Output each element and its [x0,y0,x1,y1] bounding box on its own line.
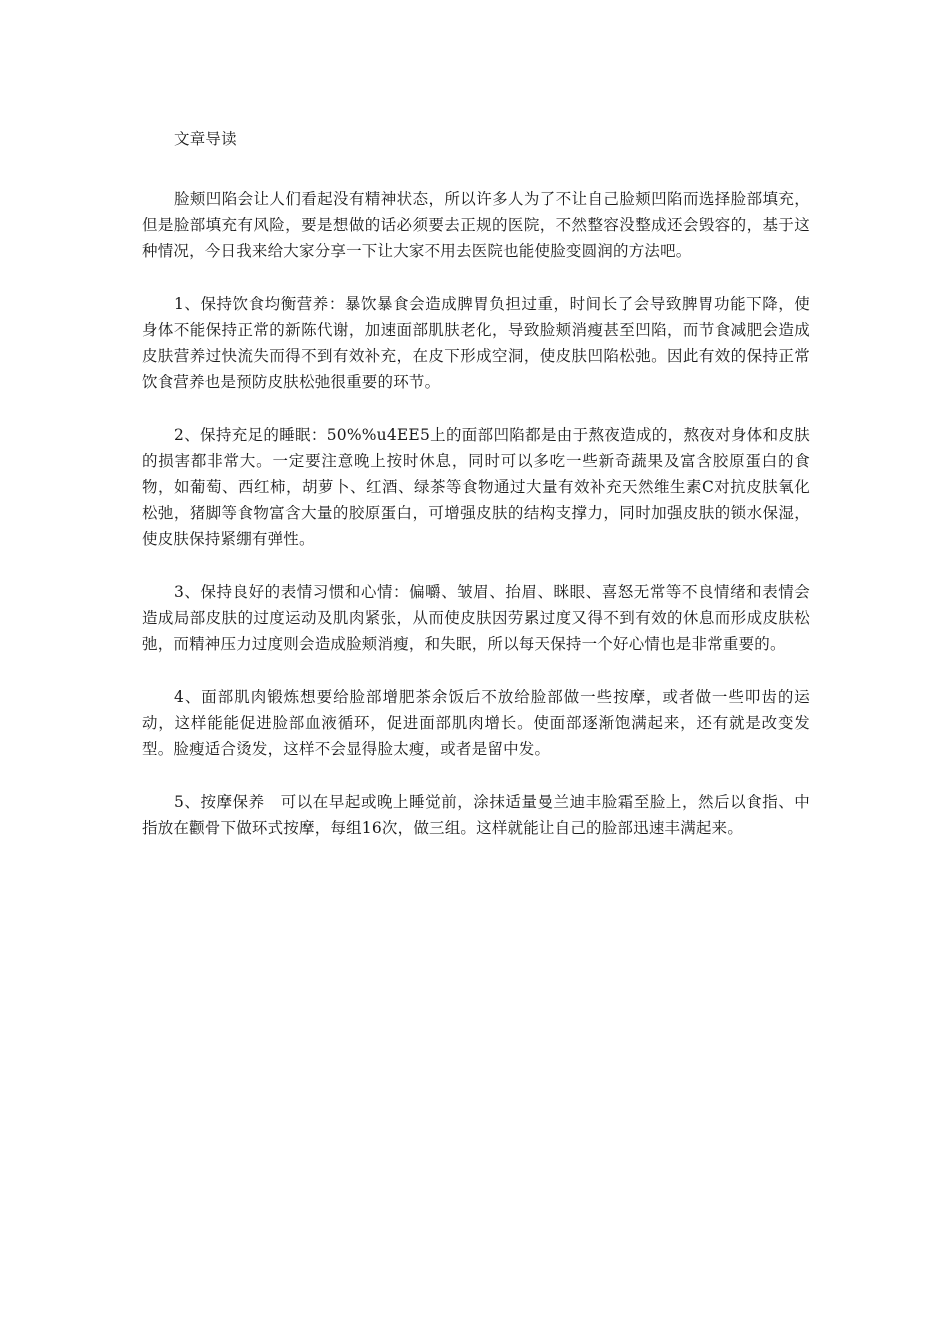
document-page [142,126,810,868]
paragraph-massage: 5、按摩保养 可以在早起或晚上睡觉前，涂抹适量曼兰迪丰脸霜至脸上，然后以食指、中指放在颧骨下做环式按摩，每组16次，做三组。这样就能让自己的脸部迅速丰满起来。 [142,793,810,837]
paragraph-sleep: 2、保持充足的睡眠：50%%u4EE5上的面部凹陷都是由于熬夜造成的，熬夜对身体和皮肤的损害都非常大。一定要注意晚上按时休息，同时可以多吃一些新奇蔬果及富含胶原蛋白的食物，如葡萄、西红柿，胡萝卜、红酒、绿茶等食物通过大量有效补充天然维生素C对抗皮肤氧化松弛，猪脚等食物富含大量的胶原蛋白，可增强皮肤的结构支撑力，同时加强皮肤的锁水保湿，使皮肤保持紧绷有弹性。 [142,426,810,548]
paragraph-diet: 1、保持饮食均衡营养：暴饮暴食会造成脾胃负担过重，时间长了会导致脾胃功能下降，使身体不能保持正常的新陈代谢，加速面部肌肤老化，导致脸颊消瘦甚至凹陷，而节食减肥会造成皮肤营养过快流失而得不到有效补充，在皮下形成空洞，使皮肤凹陷松弛。因此有效的保持正常饮食营养也是预防皮肤松弛很重要的环节。 [142,295,810,391]
article-heading: 文章导读 [174,130,237,148]
paragraph-intro: 脸颊凹陷会让人们看起没有精神状态，所以许多人为了不让自己脸颊凹陷而选择脸部填充，但是脸部填充有风险，要是想做的话必须要去正规的医院，不然整容没整成还会毁容的，基于这种情况，今日我来给大家分享一下让大家不用去医院也能使脸变圆润的方法吧。 [142,190,810,260]
paragraph-expression: 3、保持良好的表情习惯和心情：偏嚼、皱眉、抬眉、眯眼、喜怒无常等不良情绪和表情会造成局部皮肤的过度运动及肌肉紧张，从而使皮肤因劳累过度又得不到有效的休息而形成皮肤松弛，而精神压力过度则会造成脸颊消瘦，和失眠，所以每天保持一个好心情也是非常重要的。 [142,583,810,653]
paragraph-exercise: 4、面部肌肉锻炼想要给脸部增肥茶余饭后不放给脸部做一些按摩，或者做一些叩齿的运动，这样能能促进脸部血液循环，促进面部肌肉增长。使面部逐渐饱满起来，还有就是改变发型。脸瘦适合烫发，这样不会显得脸太瘦，或者是留中发。 [142,688,810,758]
